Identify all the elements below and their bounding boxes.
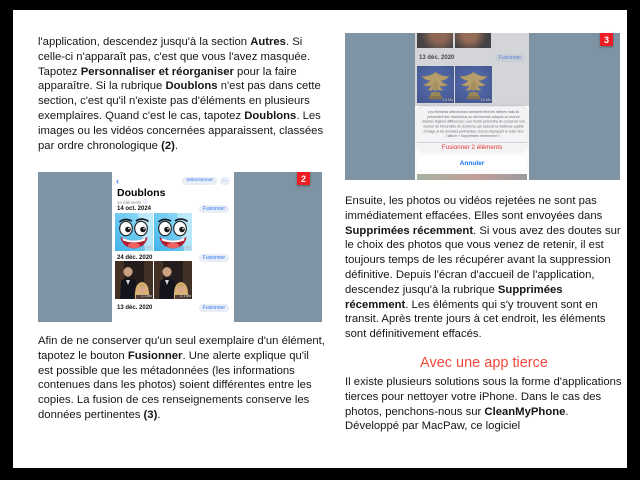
- file-size-label: 2,1 Mo: [141, 294, 152, 298]
- text-segment: Supprimées récemment: [345, 224, 474, 237]
- text-segment: Fusionner: [127, 349, 183, 362]
- figure-number-badge: 3: [600, 33, 613, 46]
- merge-pill-button[interactable]: Fusionner: [495, 54, 525, 62]
- text-segment: n'est pas dans cette section, c'est qu'il n'existe pas d'éléments en plusieurs exemplaires. Quand c'est le cas, tapotez: [38, 80, 321, 122]
- back-chevron-icon[interactable]: ‹: [116, 175, 119, 186]
- group-date-label: 14 oct. 2024: [117, 205, 152, 212]
- element-count-label: 34 éléments: [117, 199, 142, 205]
- text-segment: (2): [161, 139, 175, 152]
- file-size-label: 2,1 Mo: [180, 294, 191, 298]
- background-content-sliver: [417, 174, 527, 180]
- merge-action-sheet: [417, 107, 527, 152]
- group-date-label: 13 déc. 2020: [419, 54, 455, 61]
- phone-screen-doublons: [112, 172, 234, 322]
- text-segment: pour la faire apparaître. Si la rubrique: [38, 65, 297, 93]
- text-segment: . Développé par MacPaw, ce logiciel: [345, 405, 569, 433]
- sheet-message: Les éléments sélectionnés semblent être les mêmes mais ils présentent des résolutions ou des formats uniques ou encore d'autres légères différences. Leur fusion permettra de conserver une version de l'ensemble de doublons, qui associe la meilleure qualité d'image et les données pertinentes, tout en déplaçant le reste vers l'album « Supprimées récemment ».: [422, 110, 525, 139]
- merge-pill-button[interactable]: Fusionner: [199, 254, 229, 262]
- text-segment: Doublons: [244, 109, 297, 122]
- paragraph-supprimees: [345, 194, 623, 342]
- more-icon[interactable]: ⋯: [220, 177, 230, 185]
- paragraph-doublons-intro: [38, 35, 326, 153]
- group-date-label: 13 déc. 2020: [117, 304, 153, 311]
- section-heading: Avec une app tierce: [420, 355, 548, 371]
- duplicate-group-row: [117, 303, 229, 312]
- paragraph-fusionner: [38, 334, 326, 423]
- info-icon[interactable]: ⓘ: [143, 199, 148, 204]
- figure-number-badge: 2: [297, 172, 310, 185]
- photos-nav-bar: [116, 176, 230, 186]
- merge-pill-button[interactable]: Fusionner: [199, 304, 229, 312]
- text-segment: Ensuite, les photos ou vidéos rejetées ne sont pas immédiatement effacées. Elles sont envoyées dans: [345, 195, 603, 222]
- cancel-button[interactable]: Annuler: [417, 156, 527, 170]
- sheet-message-wrap: [421, 110, 526, 141]
- doublons-title: Doublons: [117, 187, 166, 199]
- text-segment: Doublons: [165, 80, 218, 93]
- text-segment: Autres: [250, 36, 286, 48]
- file-size-label: 2,7 Mo: [141, 246, 152, 250]
- text-segment: . Si celle-ci n'apparaît pas, c'est que vous l'avez masquée. Tapotez: [38, 36, 311, 78]
- file-size-label: 2,7 Mo: [180, 246, 191, 250]
- duplicate-pair: [115, 213, 192, 251]
- text-segment: . Les éléments qui s'y trouvent sont en transit. Après trente jours à cet endroit, les éléments sont définitivement effacés.: [345, 298, 606, 341]
- duplicate-group-row: [117, 204, 229, 213]
- screenshot-merge-alert: [345, 33, 620, 180]
- text-segment: . Les images ou les vidéos concernées apparaissent, classées par ordre chronologique: [38, 109, 324, 152]
- text-segment: .: [174, 139, 179, 152]
- cartoon-face-thumbnail[interactable]: [154, 213, 192, 251]
- merge-elements-button[interactable]: Fusionner 2 éléments: [441, 143, 503, 151]
- text-segment: (3): [143, 408, 158, 421]
- duplicate-pair: [115, 261, 192, 299]
- magazine-page: [13, 10, 627, 468]
- text-segment: Personnaliser et réorganiser: [80, 65, 234, 78]
- select-button[interactable]: Sélectionner: [182, 177, 217, 185]
- dim-overlay: [415, 33, 529, 106]
- text-segment: . Si vous avez des doutes sur le choix des photos que vous venez de retenir, il est toujours temps de les récupérer avant la suppression définitive. Depuis l'écran d'accueil de l'application, descendez jusqu'à la rubrique: [345, 224, 621, 296]
- file-size-label: 1,5 Mo: [480, 98, 491, 102]
- people-photo-thumbnail[interactable]: [115, 261, 153, 299]
- merge-pill-button[interactable]: Fusionner: [199, 205, 229, 213]
- text-segment: CleanMyPhone: [484, 405, 566, 418]
- cartoon-face-thumbnail[interactable]: [115, 213, 153, 251]
- text-segment: .: [157, 408, 161, 421]
- text-segment: Il existe plusieurs solutions sous la forme d'applications tierces pour nettoyer votre iPhone. Dans le cas des photos, penchons-nous sur: [345, 376, 622, 418]
- text-segment: Afin de ne conserver qu'un seul exemplaire d'un élément, tapotez le bouton: [38, 335, 325, 362]
- text-segment: . Une alerte explique qu'il est possible que les métadonnées (les informations contenues dans les photos) soient différentes entre les copies. La fusion de ces renseignements conserve les données pertinentes: [38, 349, 312, 421]
- people-photo-thumbnail[interactable]: [154, 261, 192, 299]
- paragraph-app-tierce: [345, 375, 623, 434]
- text-segment: Supprimées récemment: [345, 283, 563, 311]
- file-size-label: 1,5 Mo: [442, 98, 453, 102]
- group-date-label: 24 déc. 2020: [117, 254, 153, 261]
- phone-screen-merge: [415, 33, 529, 180]
- text-segment: l'application, descendez jusqu'à la section: [38, 36, 251, 48]
- screenshot-doublons-list: [38, 172, 322, 322]
